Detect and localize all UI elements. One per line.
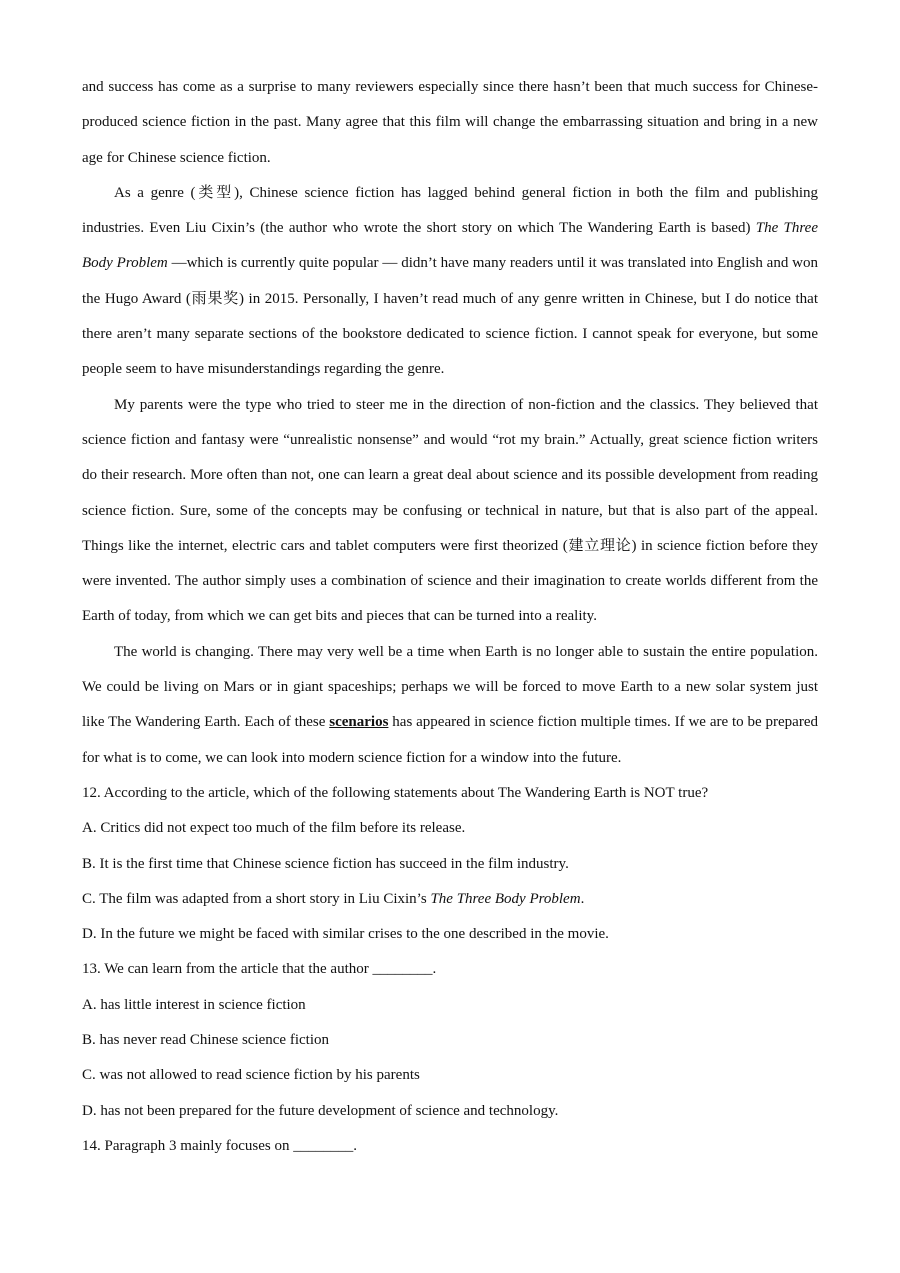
question-12 <box>82 776 818 952</box>
question-12-option-a: A. Critics did not expect too much of the film before its release. <box>82 820 466 837</box>
question-14-stem: 14. Paragraph 3 mainly focuses on ________. <box>82 1137 357 1154</box>
question-13-option-d: D. has not been prepared for the future development of science and technology. <box>82 1102 559 1119</box>
paragraph-3-text: My parents were the type who tried to steer me in the direction of non-fiction and the classics. They believed that science fiction and fantasy were “unrealistic nonsense” and would “rot my brain.” Actually, great science fiction writers do their research. More often than not, one can learn a great deal about science and its possible development from reading science fiction. Sure, some of the concepts may be confusing or technical in nature, but that is also part of the appeal. Things like the internet, electric cars and tablet computers were first theorized (建立理论) in science fiction before they were invented. The author simply uses a combination of science and their imagination to create worlds different from the Earth of today, from which we can get bits and pieces that can be turned into a reality. <box>82 396 818 625</box>
paragraph-4 <box>82 635 818 776</box>
paragraph-1-text: and success has come as a surprise to many reviewers especially since there hasn’t been that much success for Chinese-produced science fiction in the past. Many agree that this film will change the embarrassing situation and bring in a new age for Chinese science fiction. <box>82 79 818 166</box>
question-13 <box>82 952 818 1128</box>
keyword-scenarios: scenarios <box>329 714 389 731</box>
question-12-option-b: B. It is the first time that Chinese science fiction has succeed in the film industry. <box>82 855 569 872</box>
question-13-option-b: B. has never read Chinese science fiction <box>82 1032 329 1049</box>
paragraph-2-text-a: As a genre (类型), Chinese science fiction has lagged behind general fiction in both the film and publishing industries. Even Liu Cixin’s (the author who wrote the short story on which The Wandering Earth is based) <box>82 184 818 237</box>
paragraph-1 <box>82 70 818 176</box>
book-title-three-body-problem: The Three Body Problem <box>82 220 818 272</box>
question-12-option-c-text: C. The film was adapted from a short story in Liu Cixin’s <box>82 890 431 907</box>
question-12-stem: 12. According to the article, which of the following statements about The Wandering Earth is NOT true? <box>82 784 709 801</box>
question-13-option-a: A. has little interest in science fiction <box>82 996 306 1013</box>
document-page <box>82 70 818 1164</box>
question-12-option-d: D. In the future we might be faced with similar crises to the one described in the movie. <box>82 926 609 943</box>
question-12-option-c-end: . <box>580 890 585 907</box>
question-12-option-c-title: The Three Body Problem <box>430 890 581 907</box>
paragraph-3 <box>82 388 818 635</box>
question-14 <box>82 1129 818 1164</box>
question-13-option-c: C. was not allowed to read science fiction by his parents <box>82 1067 420 1084</box>
paragraph-4-text-b: has appeared in science fiction multiple times. If we are to be prepared for what is to come, we can look into modern science fiction for a window into the future. <box>82 714 818 766</box>
paragraph-2 <box>82 176 818 388</box>
question-12-option-c <box>82 882 818 917</box>
paragraph-2-text-b: —which is currently quite popular — didn’t have many readers until it was translated into English and won the Hugo Award (雨果奖) in 2015. Personally, I haven’t read much of any genre written in Chinese, but I do notice that there aren’t many separate sections of the bookstore dedicated to science fiction. I cannot speak for everyone, but some people seem to have misunderstandings regarding the genre. <box>82 255 819 378</box>
question-13-stem: 13. We can learn from the article that the author ________. <box>82 961 437 978</box>
paragraph-4-text-a: The world is changing. There may very well be a time when Earth is no longer able to sustain the entire population. We could be living on Mars or in giant spaceships; perhaps we will be forced to move Earth to a new solar system just like The Wandering Earth. Each of these <box>82 643 818 731</box>
